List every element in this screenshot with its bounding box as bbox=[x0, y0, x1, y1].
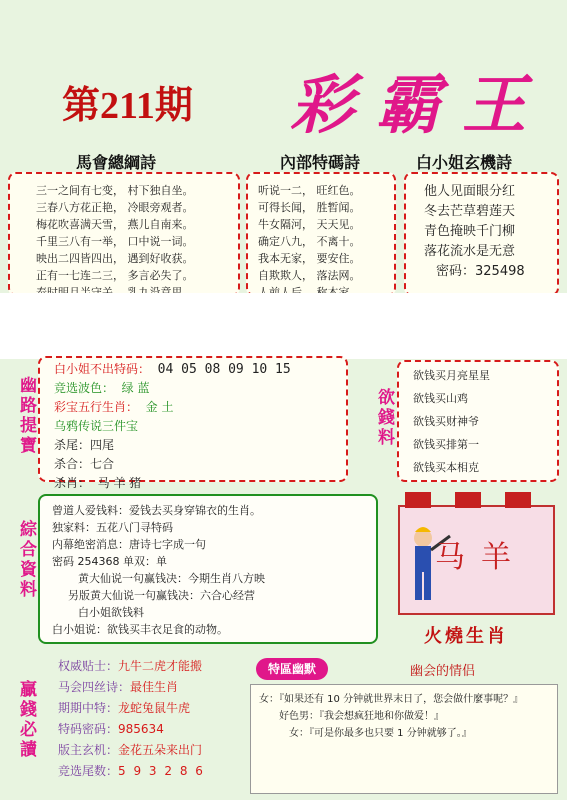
poem-line: 青色掩映千门柳 bbox=[424, 224, 516, 239]
must-label: 竞选尾数： bbox=[58, 764, 119, 778]
tip-row bbox=[54, 436, 344, 455]
joke-box bbox=[250, 684, 558, 794]
code-value: 325498 bbox=[475, 264, 525, 279]
poem2-box bbox=[246, 172, 396, 296]
poem-line: 确定八九， 不离十。 bbox=[258, 235, 361, 248]
tip-value: 马 羊 猪 bbox=[97, 476, 142, 490]
poem-line: 他人见面眼分红 bbox=[424, 184, 516, 199]
must-row bbox=[58, 719, 248, 740]
must-label: 特码密码： bbox=[58, 722, 119, 736]
info-line: 白小姐欲钱料 bbox=[78, 606, 144, 619]
tip-label: 乌鸦传说三件宝 bbox=[54, 419, 139, 433]
joke-line: 女：『如果还有 10 分钟就世界末日了，您会做什麼事呢？』 bbox=[259, 694, 524, 705]
brand-title: 彩霸王 bbox=[290, 68, 548, 143]
must-value: 金花五朵来出门 bbox=[118, 743, 203, 757]
tip-label: 杀合： bbox=[54, 457, 91, 471]
wishes-side-title: 欲錢料 bbox=[374, 388, 394, 448]
poem1-title: 馬會總綱詩 bbox=[76, 153, 157, 172]
tip-label: 竞选波色： bbox=[54, 381, 115, 395]
must-row bbox=[58, 677, 248, 698]
tips-side-title: 幽路提寶 bbox=[16, 376, 36, 456]
comprehensive-list bbox=[52, 502, 377, 638]
must-label: 权威贴士： bbox=[58, 659, 119, 673]
info-line: 曾道人爱钱料：爱钱去买身穿锦衣的生肖。 bbox=[52, 504, 261, 517]
tip-value: 金 土 bbox=[145, 400, 174, 414]
must-value: 龙蛇兔鼠牛虎 bbox=[118, 701, 191, 715]
info-line: 密码 254368 单双：单 bbox=[52, 555, 167, 568]
must-read-list bbox=[58, 656, 248, 782]
poem3-lines bbox=[424, 182, 556, 282]
poem3-box bbox=[404, 172, 559, 296]
wish-item: 欲钱买排第一 bbox=[413, 438, 479, 451]
must-label: 版主玄机： bbox=[58, 743, 119, 757]
poem2-title: 內部特碼詩 bbox=[280, 153, 361, 172]
tip-row bbox=[54, 455, 344, 474]
wishes-list bbox=[413, 364, 553, 479]
must-label: 期期中特： bbox=[58, 701, 119, 715]
tip-label: 杀尾： bbox=[54, 438, 91, 452]
poem-line: 千里三八有一举， 口中说一词。 bbox=[36, 235, 194, 248]
info-line: 内幕绝密消息：唐诗七字成一句 bbox=[52, 538, 206, 551]
must-value: 最佳生肖 bbox=[130, 680, 179, 694]
tip-label: 彩宝五行生肖： bbox=[54, 400, 139, 414]
info-line: 另版黄大仙说一句赢钱决：六合心经营 bbox=[68, 589, 255, 602]
must-row bbox=[58, 740, 248, 761]
poem-line: 梅花吹喜满天雪， 燕儿自南来。 bbox=[36, 218, 194, 231]
tip-row bbox=[54, 474, 344, 493]
code-label: 密码： bbox=[436, 264, 476, 279]
issue-number: 第211期 bbox=[62, 85, 193, 127]
must-value: 5 9 3 2 8 6 bbox=[118, 764, 205, 778]
poem3-code bbox=[424, 262, 556, 282]
poem-line: 三一之间有七变， 村下独自坐。 bbox=[36, 184, 194, 197]
tip-value: 四尾 bbox=[90, 438, 115, 452]
tip-value: 绿 蓝 bbox=[121, 381, 150, 395]
poem3-title: 白小姐玄機詩 bbox=[416, 153, 513, 172]
joke-lines bbox=[259, 691, 555, 742]
poem-line: 牛女隔河， 天天见。 bbox=[258, 218, 361, 231]
poem-line: 三春八方花正艳， 冷眼旁观者。 bbox=[36, 201, 194, 214]
banner-text: 马羊 bbox=[435, 540, 527, 575]
info-line: 独家料：五花八门寻特码 bbox=[52, 521, 173, 534]
wishes-box bbox=[397, 360, 559, 482]
poem-line: 正有一七连二三， 多言必失了。 bbox=[36, 269, 194, 282]
comprehensive-side-title: 綜合資料 bbox=[16, 520, 36, 600]
tip-value: 04 05 08 09 10 15 bbox=[157, 362, 291, 377]
comprehensive-box bbox=[38, 494, 378, 644]
wish-item: 欲钱买山鸡 bbox=[413, 392, 468, 405]
poem-line: 我本无家， 要安住。 bbox=[258, 252, 361, 265]
poem-line: 落花流水是无意 bbox=[424, 244, 516, 259]
tip-row bbox=[54, 379, 344, 398]
poem-line: 听说一二， 旺红色。 bbox=[258, 184, 361, 197]
poem1-box bbox=[8, 172, 240, 296]
must-row bbox=[58, 656, 248, 677]
poem-line: 映出二四皆四出， 遇到好收获。 bbox=[36, 252, 194, 265]
poem-line: 可得长闻， 胜暂闻。 bbox=[258, 201, 361, 214]
banner-illustration bbox=[395, 488, 560, 618]
must-read-side-title: 贏錢必讀 bbox=[16, 680, 36, 760]
tip-value: 七合 bbox=[90, 457, 115, 471]
joke-badge: 特區幽默 bbox=[256, 658, 328, 680]
tips-box bbox=[38, 356, 348, 490]
wish-item: 欲钱买本相克 bbox=[413, 461, 479, 474]
info-line: 白小姐说：欲钱买丰衣足食的动物。 bbox=[52, 623, 228, 636]
must-value: 九牛二虎才能搬 bbox=[118, 659, 203, 673]
blank-band bbox=[0, 293, 567, 359]
joke-line: 好色男：『我会想疯狂地和你做爱！』 bbox=[279, 711, 444, 722]
must-value: 985634 bbox=[118, 722, 164, 736]
tip-label: 杀肖： bbox=[54, 476, 91, 490]
info-line: 黄大仙说一句赢钱决：今期生肖八方映 bbox=[78, 572, 265, 585]
tip-row bbox=[54, 398, 344, 417]
joke-line: 女：『可是你最多也只要 1 分钟就够了。』 bbox=[289, 728, 472, 739]
wish-item: 欲钱买财神爷 bbox=[413, 415, 479, 428]
joke-title: 幽会的情侣 bbox=[410, 664, 476, 679]
must-label: 马会四丝诗： bbox=[58, 680, 131, 694]
must-row bbox=[58, 761, 248, 782]
tip-row bbox=[54, 360, 344, 379]
poem-line: 自欺欺人， 落法网。 bbox=[258, 269, 361, 282]
wish-item: 欲钱买月亮星星 bbox=[413, 369, 490, 382]
tips-list bbox=[54, 360, 344, 493]
must-row bbox=[58, 698, 248, 719]
poem-line: 冬去芒草碧莲天 bbox=[424, 204, 516, 219]
tip-label: 白小姐不出特码： bbox=[54, 362, 151, 376]
fire-zodiac-label: 火燒生肖 bbox=[424, 626, 508, 647]
tip-row bbox=[54, 417, 344, 436]
